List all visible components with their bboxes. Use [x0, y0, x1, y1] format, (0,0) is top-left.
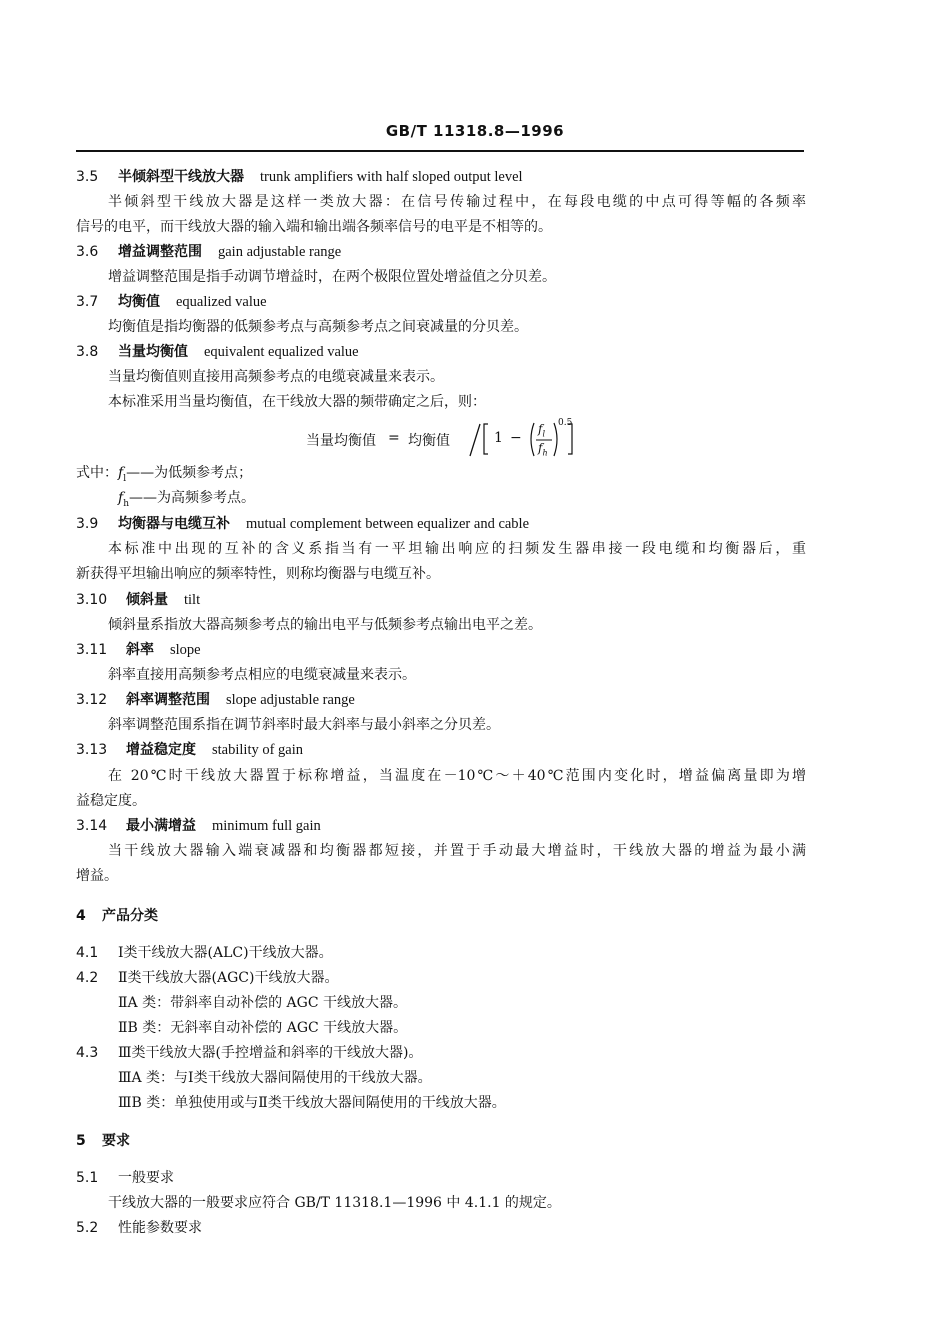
- clause-number: 3.12: [76, 692, 108, 708]
- clause-title-en: equivalent equalized value: [204, 344, 359, 360]
- clause-4-3: [76, 1043, 806, 1063]
- clause-3-13-body-2: 益稳定度。: [76, 793, 146, 809]
- clause-number: 3.6: [76, 244, 99, 260]
- clause-3-13-heading: [76, 740, 806, 760]
- clause-text: Ⅰ类干线放大器(ALC)干线放大器。: [118, 945, 333, 961]
- formula-lhs: 当量均衡值: [306, 433, 376, 449]
- formula-equals: =: [388, 430, 400, 446]
- clause-4-2-b: ⅡB 类：无斜率自动补偿的 AGC 干线放大器。: [118, 1020, 408, 1036]
- clause-3-5-heading: [76, 167, 806, 187]
- equivalent-equalized-formula: [300, 420, 600, 460]
- clause-title-en: equalized value: [176, 294, 267, 310]
- clause-4-2: [76, 968, 806, 988]
- clause-3-14-body-1: 当干线放大器输入端衰减器和均衡器都短接，并置于手动最大增益时，干线放大器的增益为最小满: [108, 843, 806, 859]
- clause-3-8-body-1: 当量均衡值则直接用高频参考点的电缆衰减量来表示。: [108, 369, 444, 385]
- clause-title-en: mutual complement between equalizer and cable: [246, 516, 530, 532]
- section-title: 产品分类: [102, 908, 158, 924]
- clause-number: 3.13: [76, 742, 108, 758]
- clause-3-5-body-1: 半倾斜型干线放大器是这样一类放大器：在信号传输过程中，在每段电缆的中点可得等幅的各频率: [108, 194, 806, 210]
- formula-one: 1: [494, 430, 503, 446]
- formula-exponent: 0.5: [558, 418, 573, 428]
- clause-3-6-body-1: 增益调整范围是指手动调节增益时，在两个极限位置处增益值之分贝差。: [108, 269, 556, 285]
- clause-3-9-body-1: 本标准中出现的互补的含义系指当有一平坦输出响应的扫频发生器串接一段电缆和均衡器后，重: [108, 541, 806, 557]
- formula-rhs: 均衡值: [408, 433, 450, 449]
- section-number: 4: [76, 908, 86, 924]
- clause-3-6-heading: [76, 242, 806, 262]
- clause-3-11-body-1: 斜率直接用高频参考点相应的电缆衰减量来表示。: [108, 667, 416, 683]
- clause-number: 5.1: [76, 1170, 99, 1186]
- formula-fl: $f_l$: [538, 422, 546, 439]
- clause-number: 3.8: [76, 344, 99, 360]
- where-desc-2: ——为高频参考点。: [128, 490, 255, 506]
- clause-title-en: slope: [170, 642, 201, 658]
- clause-title-en: minimum full gain: [212, 818, 321, 834]
- clause-3-9-body-2: 新获得平坦输出响应的频率特性，则称均衡器与电缆互补。: [76, 566, 440, 582]
- clause-5-1-heading: [76, 1168, 806, 1188]
- clause-number: 4.3: [76, 1045, 99, 1061]
- clause-3-11-heading: [76, 640, 806, 660]
- clause-text: Ⅲ类干线放大器(手控增益和斜率的干线放大器)。: [118, 1045, 423, 1061]
- section-number: 5: [76, 1133, 86, 1149]
- clause-title: 增益调整范围: [118, 244, 202, 260]
- formula-brackets: [300, 420, 600, 460]
- clause-4-2-a: ⅡA 类：带斜率自动补偿的 AGC 干线放大器。: [118, 995, 407, 1011]
- page-header: GB/T 11318.8—1996: [385, 122, 565, 140]
- clause-number: 3.11: [76, 642, 108, 658]
- clause-title: 半倾斜型干线放大器: [118, 169, 244, 185]
- clause-3-12-heading: [76, 690, 806, 710]
- clause-title: 增益稳定度: [126, 742, 196, 758]
- clause-3-14-body-2: 增益。: [76, 868, 118, 884]
- clause-number: 4.2: [76, 970, 99, 986]
- clause-title: 倾斜量: [126, 592, 168, 608]
- clause-title-en: stability of gain: [212, 742, 304, 758]
- clause-title: 均衡器与电缆互补: [118, 516, 230, 532]
- clause-title: 一般要求: [118, 1170, 174, 1186]
- where-prefix: 式中：: [76, 465, 118, 481]
- clause-4-3-b: ⅢB 类：单独使用或与Ⅱ类干线放大器间隔使用的干线放大器。: [118, 1095, 506, 1111]
- clause-number: 5.2: [76, 1220, 99, 1236]
- clause-number: 3.10: [76, 592, 108, 608]
- clause-3-13-body-1: 在 20℃时干线放大器置于标称增益，当温度在－10℃～＋40℃范围内变化时，增益偏离量即为增: [108, 768, 806, 784]
- clause-number: 3.9: [76, 516, 99, 532]
- clause-3-9-heading: [76, 514, 806, 534]
- clause-title-en: tilt: [184, 592, 201, 608]
- clause-title: 均衡值: [118, 294, 160, 310]
- clause-number: 4.1: [76, 945, 99, 961]
- clause-text: Ⅱ类干线放大器(AGC)干线放大器。: [118, 970, 339, 986]
- clause-number: 3.7: [76, 294, 99, 310]
- clause-title: 最小满增益: [126, 818, 196, 834]
- clause-3-10-body-1: 倾斜量系指放大器高频参考点的输出电平与低频参考点输出电平之差。: [108, 617, 542, 633]
- clause-4-1: [76, 943, 806, 963]
- clause-5-1-body-1: 干线放大器的一般要求应符合 GB/T 11318.1—1996 中 4.1.1 的规定。: [108, 1195, 561, 1211]
- clause-number: 3.14: [76, 818, 108, 834]
- clause-3-14-heading: [76, 816, 806, 836]
- clause-3-8-body-2: 本标准采用当量均衡值，在干线放大器的频带确定之后，则：: [108, 394, 486, 410]
- clause-number: 3.5: [76, 169, 99, 185]
- clause-3-7-heading: [76, 292, 806, 312]
- formula-minus: −: [510, 430, 522, 446]
- clause-title-en: slope adjustable range: [226, 692, 355, 708]
- clause-3-8-heading: [76, 342, 806, 362]
- formula-fh: $f_h$: [538, 441, 548, 458]
- clause-3-12-body-1: 斜率调整范围系指在调节斜率时最大斜率与最小斜率之分贝差。: [108, 717, 500, 733]
- section-5-heading: [76, 1131, 806, 1151]
- formula-where-2: $f_h——$为高频参考点。: [118, 490, 255, 509]
- section-4-heading: [76, 906, 806, 926]
- header-rule: [76, 150, 804, 152]
- clause-title: 性能参数要求: [118, 1220, 202, 1236]
- clause-title-en: gain adjustable range: [218, 244, 342, 260]
- section-title: 要求: [102, 1133, 130, 1149]
- where-desc-1: ——为低频参考点；: [126, 465, 253, 481]
- clause-3-5-body-2: 信号的电平，而干线放大器的输入端和输出端各频率信号的电平是不相等的。: [76, 219, 552, 235]
- clause-title-en: trunk amplifiers with half sloped output level: [260, 169, 523, 185]
- clause-title: 斜率调整范围: [126, 692, 210, 708]
- clause-title: 当量均衡值: [118, 344, 188, 360]
- clause-3-7-body-1: 均衡值是指均衡器的低频参考点与高频参考点之间衰减量的分贝差。: [108, 319, 528, 335]
- clause-5-2-heading: [76, 1218, 806, 1238]
- clause-title: 斜率: [126, 642, 154, 658]
- clause-3-10-heading: [76, 590, 806, 610]
- formula-where-1: 式中：$f_l——$为低频参考点；: [76, 465, 253, 484]
- clause-4-3-a: ⅢA 类：与Ⅰ类干线放大器间隔使用的干线放大器。: [118, 1070, 432, 1086]
